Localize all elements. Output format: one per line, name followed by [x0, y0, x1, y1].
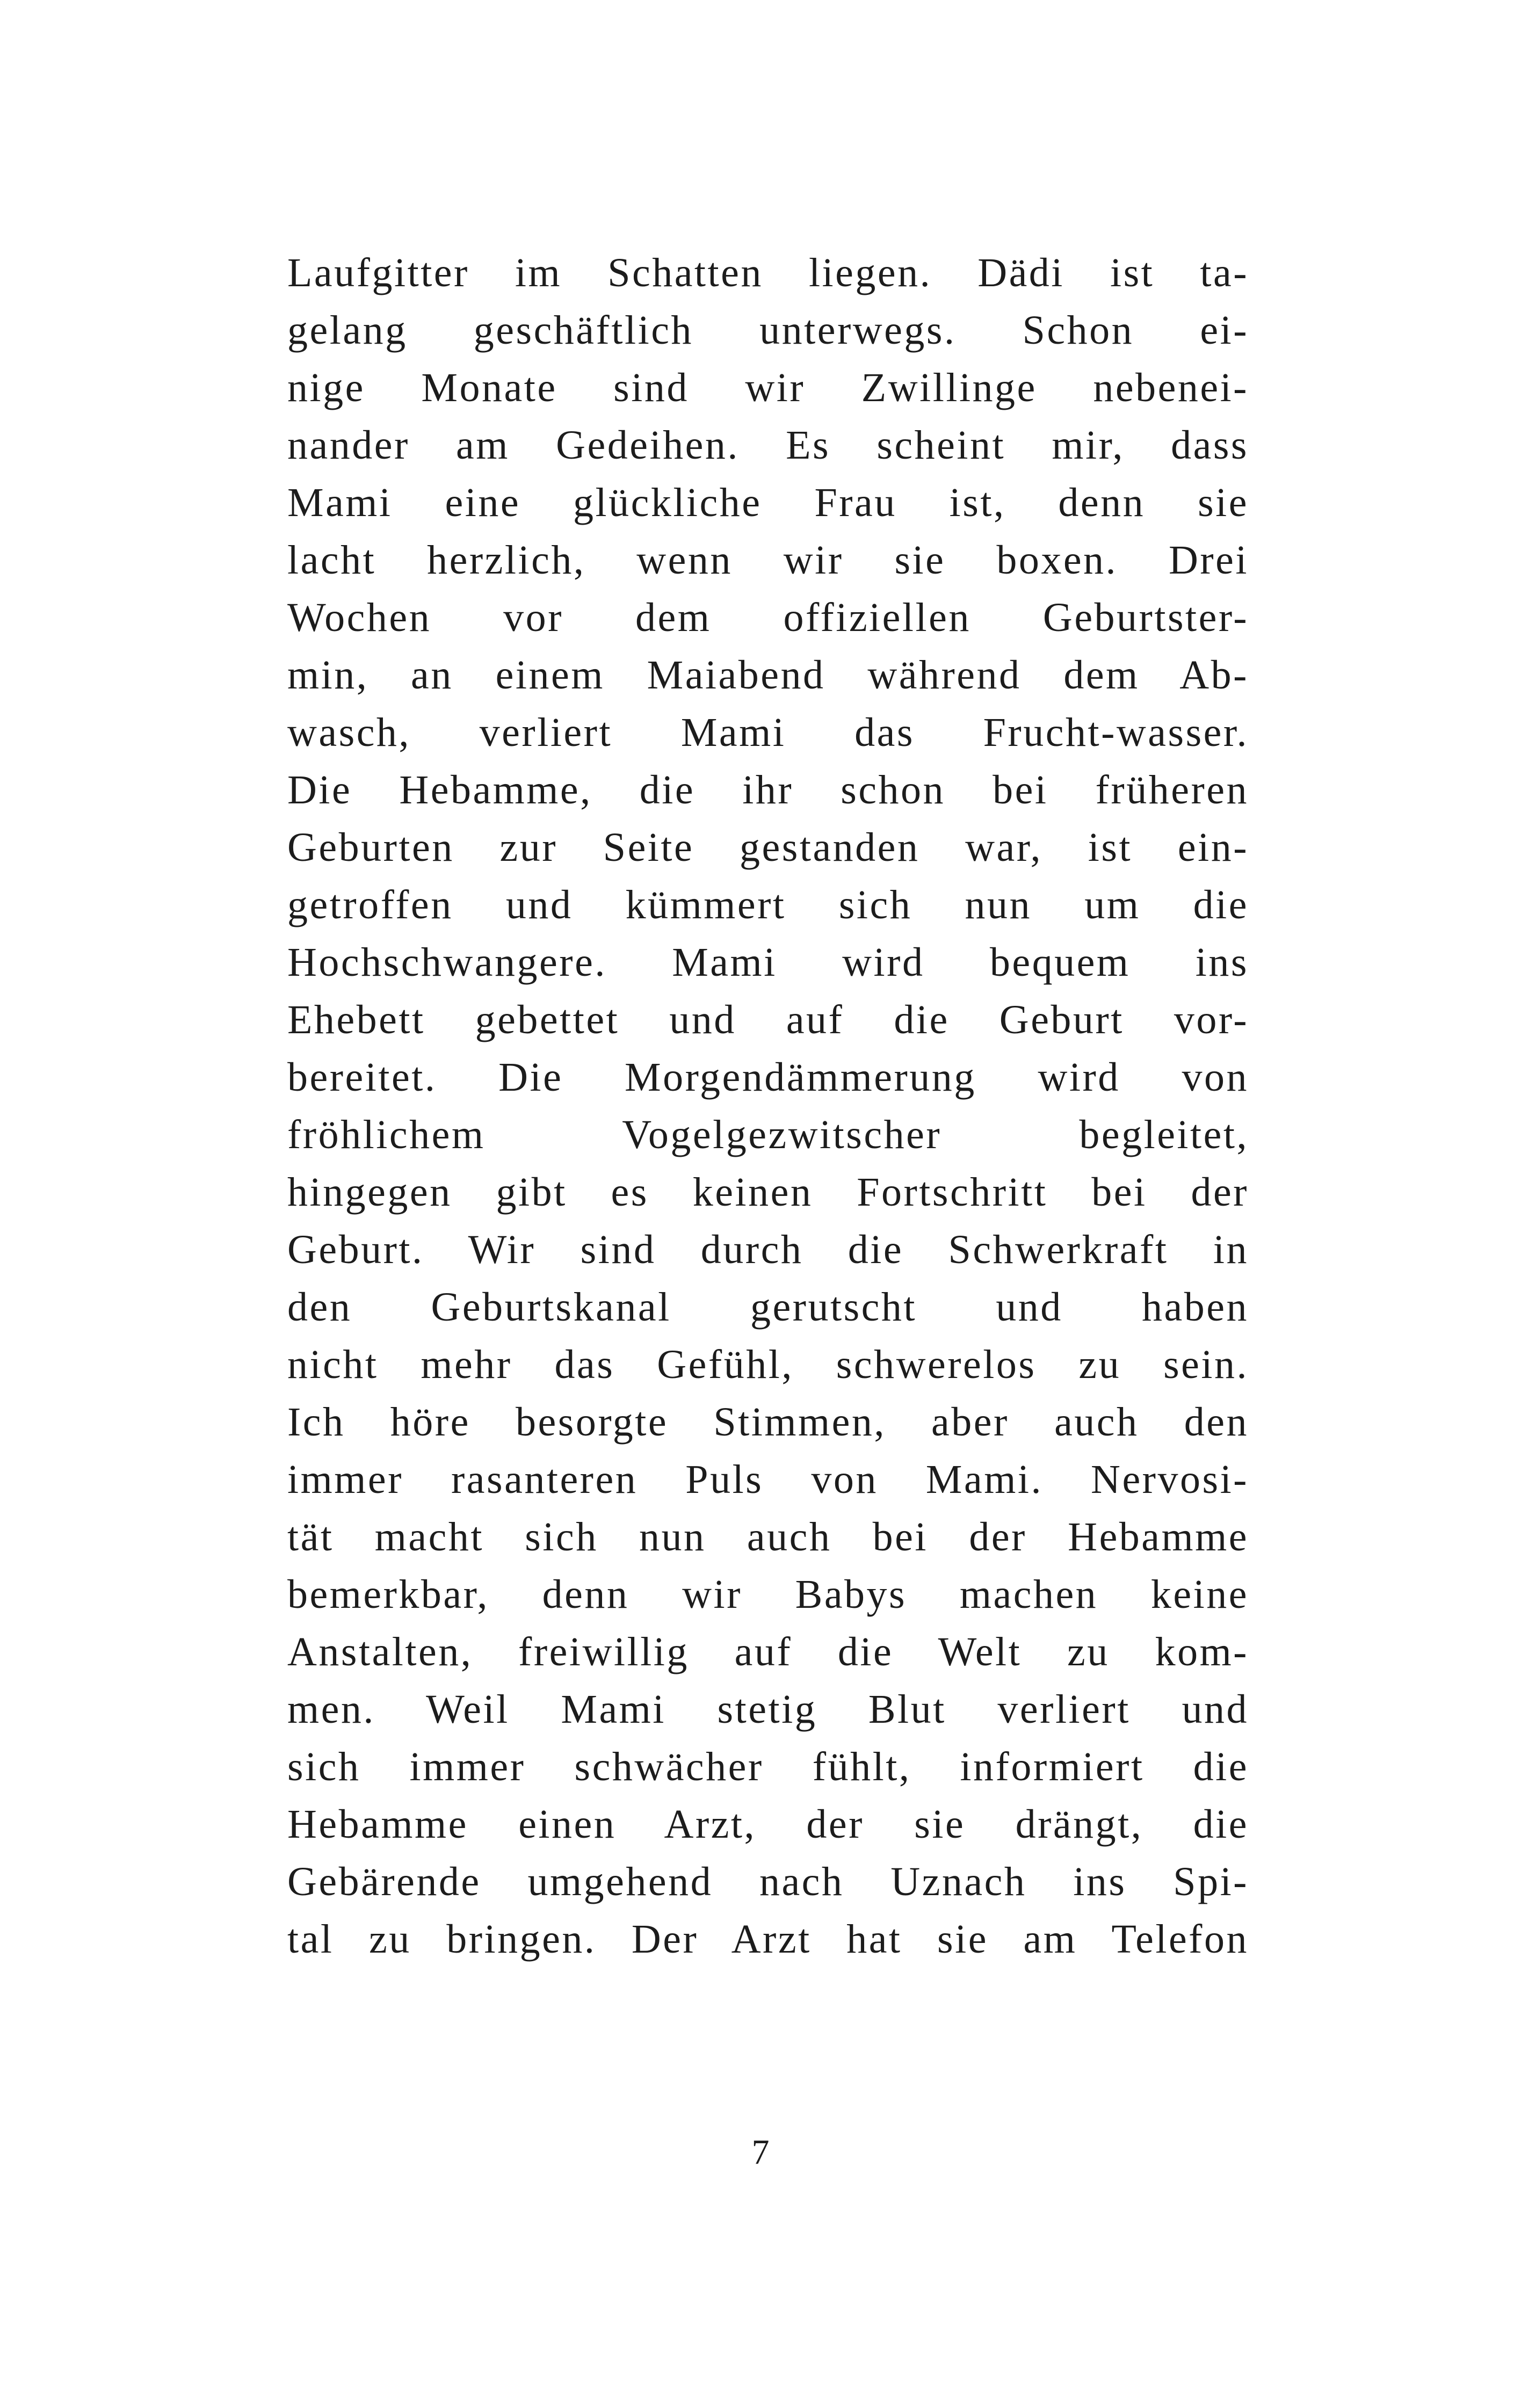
text-line: Ich höre besorgte Stimmen, aber auch den — [287, 1399, 1249, 1445]
text-line: Gebärende umgehend nach Uznach ins Spi- — [287, 1859, 1249, 1904]
text-line: nander am Gedeihen. Es scheint mir, dass — [287, 423, 1249, 468]
text-line: wasch, verliert Mami das Frucht-wasser. — [287, 710, 1249, 755]
text-line: tät macht sich nun auch bei der Hebamme — [287, 1514, 1249, 1560]
text-line: sich immer schwächer fühlt, informiert die — [287, 1744, 1249, 1789]
text-line: Hebamme einen Arzt, der sie drängt, die — [287, 1802, 1249, 1847]
text-line: nicht mehr das Gefühl, schwerelos zu sein. — [287, 1342, 1249, 1387]
text-line: Wochen vor dem offiziellen Geburtster- — [287, 595, 1249, 640]
text-line: Laufgitter im Schatten liegen. Dädi ist ta- — [287, 250, 1249, 295]
body-text — [287, 244, 1249, 1968]
text-line: nige Monate sind wir Zwillinge nebenei- — [287, 365, 1249, 410]
text-line: getroffen und kümmert sich nun um die — [287, 882, 1249, 927]
text-line: Ehebett gebettet und auf die Geburt vor- — [287, 997, 1249, 1042]
text-line: lacht herzlich, wenn wir sie boxen. Drei — [287, 538, 1249, 583]
text-line: Hochschwangere. Mami wird bequem ins — [287, 940, 1249, 985]
text-line: tal zu bringen. Der Arzt hat sie am Telefon — [287, 1917, 1249, 1962]
text-line: Geburt. Wir sind durch die Schwerkraft in — [287, 1227, 1249, 1272]
text-line: fröhlichem Vogelgezwitscher begleitet, — [287, 1112, 1249, 1157]
text-line: immer rasanteren Puls von Mami. Nervosi- — [287, 1457, 1249, 1502]
page-number: 7 — [751, 2133, 770, 2172]
text-line: min, an einem Maiabend während dem Ab- — [287, 652, 1249, 698]
text-line: Geburten zur Seite gestanden war, ist ein- — [287, 825, 1249, 870]
text-line: men. Weil Mami stetig Blut verliert und — [287, 1687, 1249, 1732]
text-line: Anstalten, freiwillig auf die Welt zu kom- — [287, 1629, 1249, 1674]
text-line: den Geburtskanal gerutscht und haben — [287, 1285, 1249, 1330]
text-line: bereitet. Die Morgendämmerung wird von — [287, 1055, 1249, 1100]
text-line: gelang geschäftlich unterwegs. Schon ei- — [287, 308, 1249, 353]
text-line: Mami eine glückliche Frau ist, denn sie — [287, 480, 1249, 525]
text-line: bemerkbar, denn wir Babys machen keine — [287, 1572, 1249, 1617]
text-line: Die Hebamme, die ihr schon bei früheren — [287, 767, 1249, 813]
text-line: hingegen gibt es keinen Fortschritt bei der — [287, 1170, 1249, 1215]
